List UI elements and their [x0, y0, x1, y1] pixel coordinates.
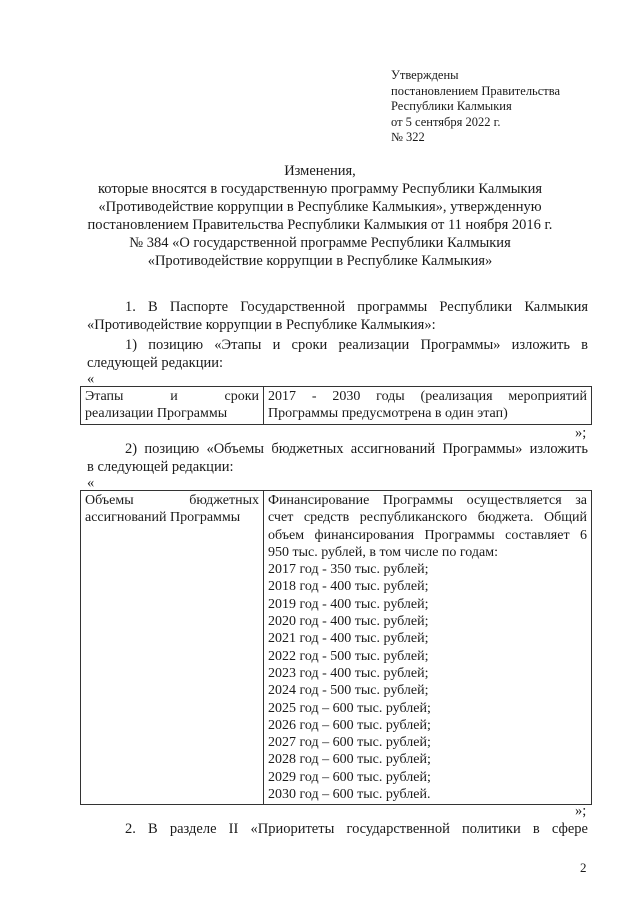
approval-line: Республики Калмыкия	[391, 99, 512, 113]
page-number: 2	[580, 860, 587, 875]
quote-close-mark: »;	[575, 803, 587, 819]
label-line: ассигнований Программы	[85, 510, 241, 526]
heading-line: «Противодействие коррупции в Республике Калмыкия»	[147, 253, 493, 269]
table-budget	[80, 490, 592, 805]
table-row	[81, 491, 592, 805]
item-1-1-line-2: следующей редакции:	[87, 355, 224, 371]
quote-close-mark: »;	[575, 425, 587, 441]
value-line: счет средств республиканского бюджета. Общий	[268, 510, 587, 526]
table-label-cell	[81, 491, 264, 805]
table-label-cell	[81, 387, 264, 425]
value-line: Финансирование Программы осуществляется за	[268, 493, 587, 508]
year-line: 2019 год - 400 тыс. рублей;	[268, 596, 429, 612]
year-line: 2026 год – 600 тыс. рублей;	[268, 717, 431, 733]
table-row	[81, 387, 592, 425]
quote-open-mark: «	[87, 371, 95, 387]
approval-line: Утверждены	[391, 68, 459, 82]
approval-block	[391, 68, 560, 146]
year-line: 2030 год – 600 тыс. рублей.	[268, 787, 431, 803]
year-line: 2028 год – 600 тыс. рублей;	[268, 752, 431, 768]
heading-line: «Противодействие коррупции в Республике Калмыкия», утвержденную	[98, 199, 542, 215]
year-line: 2025 год – 600 тыс. рублей;	[268, 700, 431, 716]
item-1-2-line-1: 2) позицию «Объемы бюджетных ассигнований Программы» изложить	[125, 441, 588, 457]
table-value-cell	[264, 491, 592, 805]
year-line: 2021 год - 400 тыс. рублей;	[268, 631, 429, 647]
heading-line: № 384 «О государственной программе Республики Калмыкия	[129, 235, 511, 251]
item-2-line-1: 2. В разделе II «Приоритеты государственной политики в сфере	[125, 821, 588, 837]
approval-date: от 5 сентября 2022 г.	[391, 114, 501, 129]
year-line: 2018 год - 400 тыс. рублей;	[268, 579, 429, 595]
heading-line: постановлением Правительства Республики Калмыкия от 11 ноября 2016 г.	[87, 217, 553, 233]
year-line: 2027 год – 600 тыс. рублей;	[268, 735, 431, 751]
year-line: 2023 год - 400 тыс. рублей;	[268, 665, 429, 681]
document-heading	[60, 162, 580, 270]
approval-number: № 322	[391, 130, 425, 144]
year-line: 2020 год - 400 тыс. рублей;	[268, 614, 429, 630]
year-line: 2024 год - 500 тыс. рублей;	[268, 683, 429, 699]
item-1-line-1: 1. В Паспорте Государственной программы Республики Калмыкия	[125, 299, 588, 315]
label-line: Объемы бюджетных	[85, 493, 259, 508]
year-line: 2029 год – 600 тыс. рублей;	[268, 769, 431, 785]
value-line: 950 тыс. рублей, в том числе по годам:	[268, 544, 498, 560]
label-line: реализации Программы	[85, 406, 228, 422]
item-1-line-2: «Противодействие коррупции в Республике Калмыкия»:	[87, 317, 436, 333]
heading-line: которые вносятся в государственную программу Республики Калмыкия	[97, 181, 543, 197]
label-line: Этапы и сроки	[85, 389, 259, 404]
value-line: 2017 - 2030 годы (реализация мероприятий	[268, 389, 587, 404]
table-value-cell	[264, 387, 592, 425]
value-line: объем финансирования Программы составляет 6	[268, 527, 587, 543]
item-1-1-line-1: 1) позицию «Этапы и сроки реализации Программы» изложить в	[125, 337, 588, 353]
table-stages	[80, 386, 592, 425]
item-1-2-line-2: в следующей редакции:	[87, 459, 234, 475]
year-line: 2022 год - 500 тыс. рублей;	[268, 648, 429, 664]
heading-title: Изменения,	[284, 163, 356, 179]
approval-line: постановлением Правительства	[391, 83, 561, 98]
quote-open-mark: «	[87, 475, 95, 491]
year-line: 2017 год - 350 тыс. рублей;	[268, 562, 429, 578]
value-line: Программы предусмотрена в один этап)	[268, 406, 508, 422]
